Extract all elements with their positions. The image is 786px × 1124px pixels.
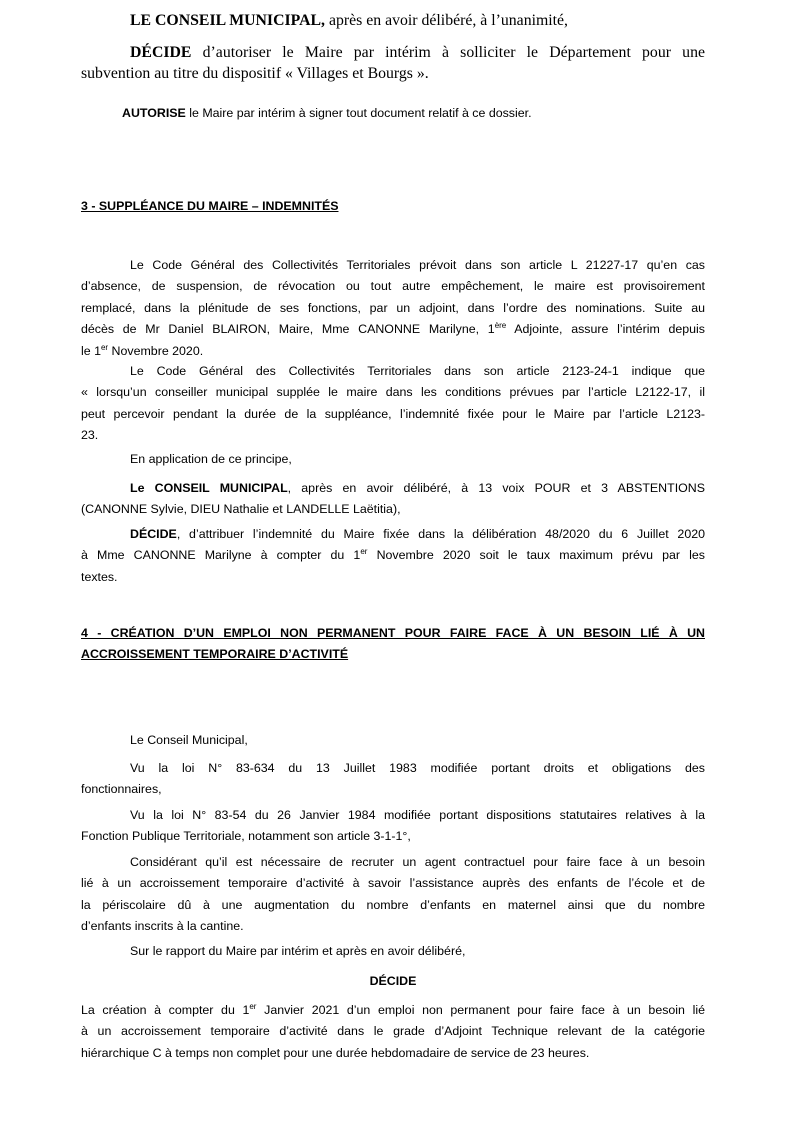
section4-p5: Sur le rapport du Maire par intérim et après en avoir délibéré, — [130, 944, 466, 958]
section4-p6-sup: er — [249, 1002, 257, 1011]
intro-decide-paragraph — [81, 44, 705, 87]
section3-p1-sup1: ère — [494, 321, 507, 331]
section3-p2-line1: Le Code Général des Collectivités Territoriales dans son article 2123-24-1 indique que — [130, 364, 705, 378]
section3-p5-line3: textes. — [81, 569, 118, 584]
intro-decide-bold: DÉCIDE — [130, 44, 192, 61]
intro-autorise-text: le Maire par intérim à signer tout document relatif à ce dossier. — [185, 106, 532, 120]
section3-p4-line1: , après en avoir délibéré, à 13 voix POUR et 3 ABSTENTIONS — [287, 481, 705, 495]
section4-paragraph-3 — [81, 808, 705, 851]
section3-p2-line4: 23. — [81, 428, 99, 443]
section3-p1-line3: remplacé, dans la plénitude de ses fonctions, par un adjoint, dans l’ordre des nominations. Suite au — [81, 300, 705, 315]
intro-autorise-bold: AUTORISE — [122, 106, 186, 120]
intro-council-text: après en avoir délibéré, à l’unanimité, — [325, 12, 569, 29]
section3-p1-line4a: décès de Mr Daniel BLAIRON, Maire, Mme CANONNE Marilyne, 1 — [81, 322, 495, 337]
section4-heading-line1: 4 - CRÉATION D’UN EMPLOI NON PERMANENT POUR FAIRE FACE À UN BESOIN LIÉ À UN — [81, 626, 705, 640]
section3-p1-sup2: er — [100, 342, 109, 352]
section4-paragraph-1 — [81, 733, 705, 754]
section3-p4-line2: (CANONNE Sylvie, DIEU Nathalie et LANDELLE Laëtitia), — [81, 502, 401, 517]
section4-p2-line2: fonctionnaires, — [81, 782, 162, 797]
section4-p4-line1: Considérant qu’il est nécessaire de recruter un agent contractuel pour faire face à un besoin — [130, 855, 705, 869]
section4-p6-line2: à un accroissement temporaire d’activité dans le grade d’Adjoint Technique relevant de la catégorie — [81, 1024, 705, 1039]
section3-heading-block — [81, 199, 705, 220]
section4-p4-line2: lié à un accroissement temporaire d’activité à savoir l’assistance auprès des enfants de l’école et de — [81, 876, 705, 891]
section4-decide-block — [81, 974, 705, 995]
section3-p5-line1: , d’attribuer l’indemnité du Maire fixée dans la délibération 48/2020 du 6 Juillet 2020 — [176, 527, 705, 541]
section4-p4-line3: la périscolaire dû à une augmentation du nombre d’enfants en maternel ainsi que du nombre — [81, 897, 705, 912]
section4-p1: Le Conseil Municipal, — [130, 733, 248, 747]
section4-p3-line1: Vu la loi N° 83-54 du 26 Janvier 1984 modifiée portant dispositions statutaires relatives à la — [130, 808, 705, 822]
section3-p2-line2: « lorsqu’un conseiller municipal supplée le maire dans les conditions prévues par l’article L2122-17, il — [81, 385, 705, 400]
intro-council-line — [81, 12, 705, 33]
section3-p5-bold: DÉCIDE — [130, 527, 177, 541]
intro-decide-line1: d’autoriser le Maire par intérim à solliciter le Département pour une — [191, 44, 705, 61]
section3-p1-line2: d’absence, de suspension, de révocation ou tout autre empêchement, le maire est provisoirement — [81, 279, 705, 294]
section4-p6-line3: hiérarchique C à temps non complet pour une durée hebdomadaire de service de 23 heures. — [81, 1045, 590, 1060]
section4-paragraph-5 — [81, 944, 705, 965]
section3-paragraph-1 — [81, 258, 705, 365]
section3-p2-line3: peut percevoir pendant la durée de la suppléance, l’indemnité fixée pour le Maire par l’article L2123- — [81, 406, 705, 421]
section3-p1-line5b: Novembre 2020. — [108, 343, 204, 358]
section4-paragraph-2 — [81, 761, 705, 804]
section3-p1-line4b: Adjointe, assure l’intérim depuis — [506, 322, 705, 337]
intro-autorise-paragraph — [122, 106, 702, 127]
section4-heading-block — [81, 626, 705, 669]
section3-p1-line1: Le Code Général des Collectivités Territoriales prévoit dans son article L 21227-17 qu’en cas — [130, 258, 705, 272]
section4-p2-line1: Vu la loi N° 83-634 du 13 Juillet 1983 modifiée portant droits et obligations des — [130, 761, 705, 775]
section4-p4-line4: d’enfants inscrits à la cantine. — [81, 919, 244, 934]
section4-p3-line2: Fonction Publique Territoriale, notamment son article 3-1-1°, — [81, 829, 411, 844]
section3-p3: En application de ce principe, — [130, 452, 292, 466]
section3-p5-line2b: Novembre 2020 soit le taux maximum prévu par les — [367, 548, 705, 563]
section3-heading: 3 - SUPPLÉANCE DU MAIRE – INDEMNITÉS — [81, 199, 339, 213]
section4-p6-line1a: La création à compter du 1 — [81, 1003, 250, 1017]
section3-p5-sup: er — [360, 547, 368, 557]
section4-decide: DÉCIDE — [369, 974, 417, 988]
section4-p6-line1b: Janvier 2021 d’un emploi non permanent pour faire face à un besoin lié — [256, 1003, 705, 1017]
section3-paragraph-3 — [81, 452, 705, 473]
intro-decide-line2: subvention au titre du dispositif « Villages et Bourgs ». — [81, 65, 429, 83]
section3-p5-line2a: à Mme CANONNE Marilyne à compter du 1 — [81, 548, 361, 563]
section4-paragraph-6 — [81, 1003, 705, 1067]
intro-council-bold: LE CONSEIL MUNICIPAL, — [130, 12, 326, 29]
section4-paragraph-4 — [81, 855, 705, 941]
section3-paragraph-2 — [81, 364, 705, 450]
section3-p1-line5a: le 1 — [81, 343, 101, 358]
section3-paragraph-4 — [81, 481, 705, 524]
section3-p4-bold: Le CONSEIL MUNICIPAL — [130, 481, 288, 495]
section3-paragraph-5 — [81, 527, 705, 591]
section4-heading-line2: ACCROISSEMENT TEMPORAIRE D’ACTIVITÉ — [81, 647, 349, 662]
